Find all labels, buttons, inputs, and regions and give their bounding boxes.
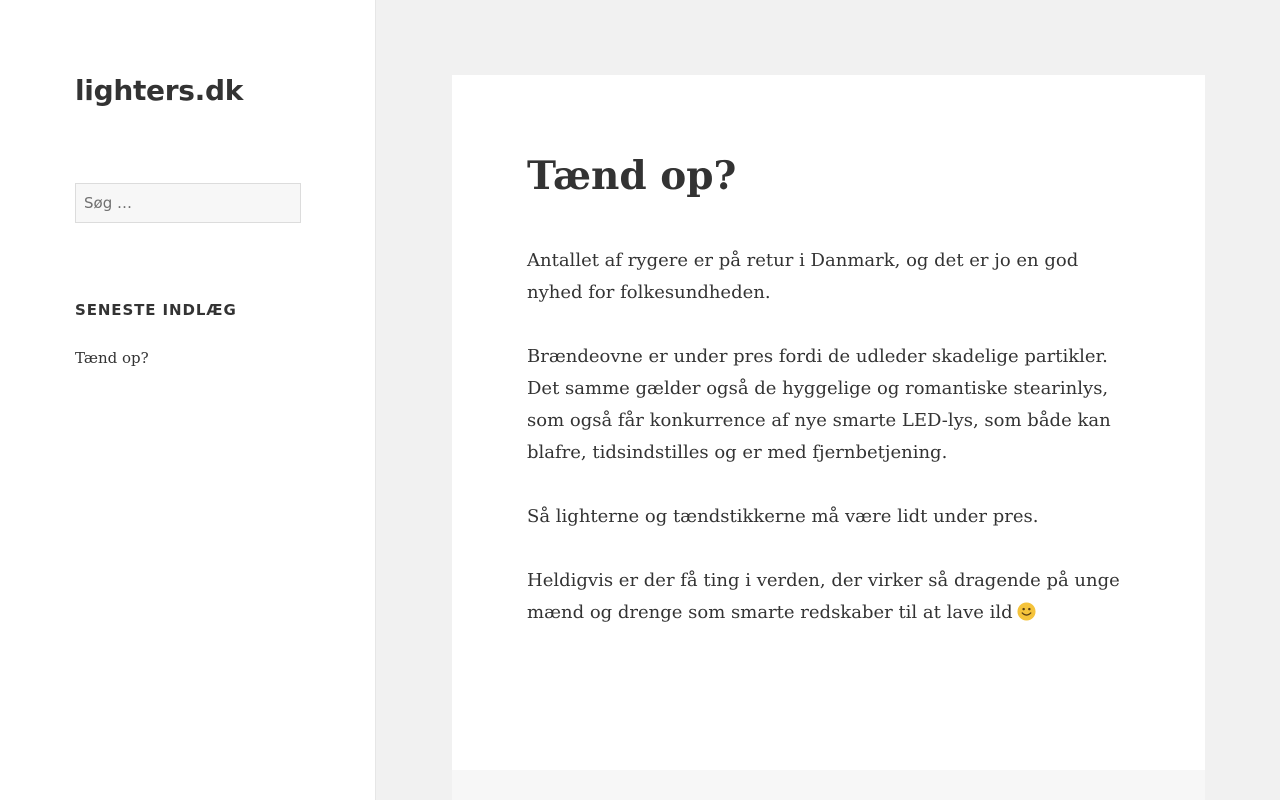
search-input[interactable] (75, 183, 301, 223)
post-paragraph-text: Heldigvis er der få ting i verden, der virker så dragende på unge mænd og drenge som smarte redskaber til at lave ild (527, 570, 1120, 623)
post-paragraph: Antallet af rygere er på retur i Danmark, og det er jo en god nyhed for folkesundheden. (527, 250, 1079, 303)
smiley-icon (1017, 600, 1036, 619)
post-paragraph: Så lighterne og tændstikkerne må være lidt under pres. (527, 506, 1039, 527)
site-title-link[interactable]: lighters.dk (75, 74, 244, 107)
sidebar (0, 0, 376, 800)
recent-posts-heading: SENESTE INDLÆG (75, 301, 237, 319)
post-paragraph-last (527, 565, 1127, 629)
post-title: Tænd op? (527, 153, 737, 199)
post-paragraph: Brændeovne er under pres fordi de udleder skadelige partikler. Det samme gælder også de hyggelige og romantiske stearinlys, som også får konkurrence af nye smarte LED-lys, som både kan blafre, tidsindstilles og er med fjernbetjening. (527, 346, 1111, 463)
post-footer (452, 770, 1205, 800)
post-article (452, 75, 1205, 770)
post-content (527, 245, 1127, 661)
recent-post-link[interactable]: Tænd op? (75, 349, 149, 367)
